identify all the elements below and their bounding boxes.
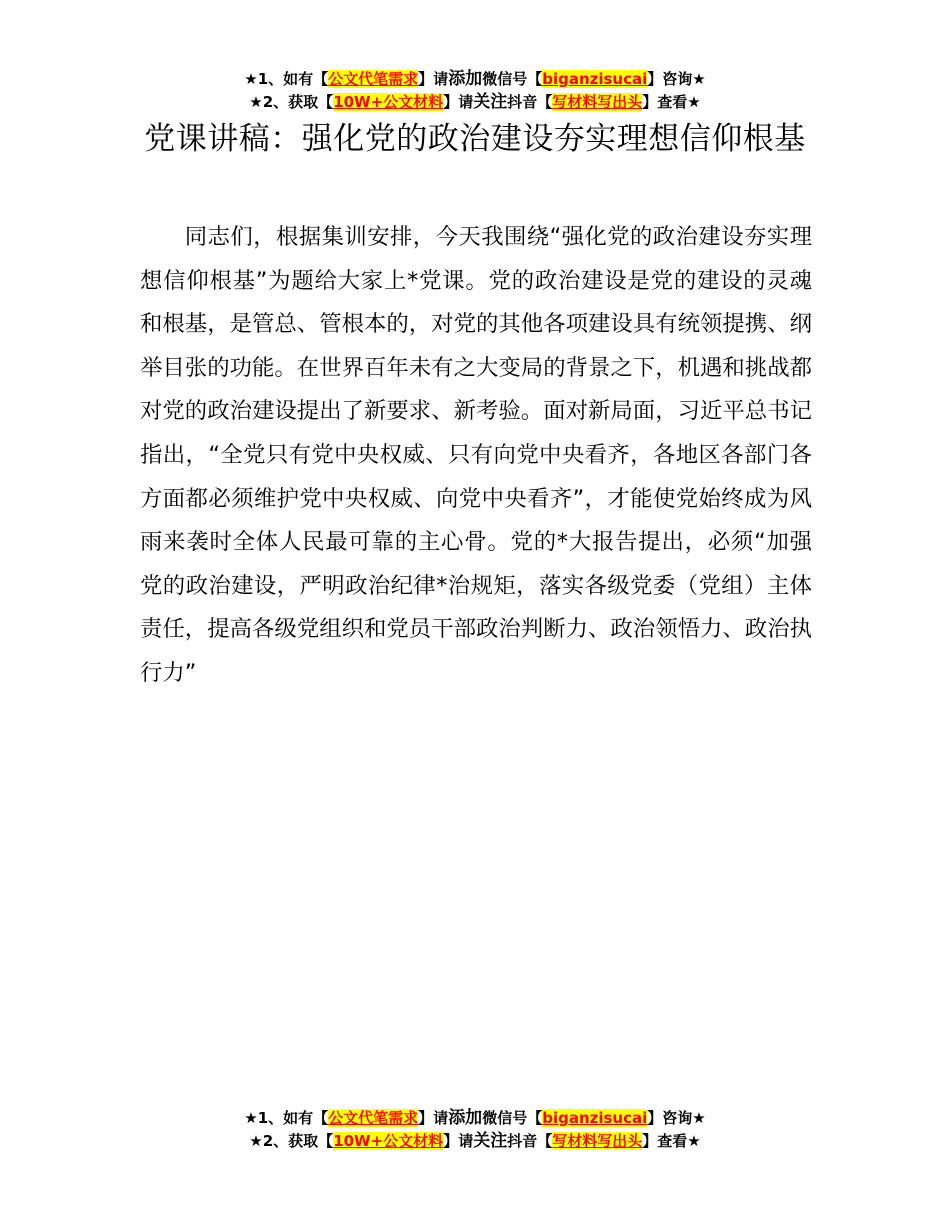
promo-highlight-service: 公文代笔需求 bbox=[328, 1109, 419, 1127]
promo-highlight-wechat-id: biganzisucai bbox=[542, 70, 648, 88]
promo-suffix: 】咨询★ bbox=[647, 70, 706, 88]
document-title: 党课讲稿：强化党的政治建设夯实理想信仰根基 bbox=[144, 121, 806, 157]
promo-prefix: ★2、获取【 bbox=[249, 93, 334, 111]
promo-prefix: ★1、如有【 bbox=[244, 1109, 329, 1127]
footer-promo-line-1 bbox=[0, 1107, 950, 1130]
promo-prefix: ★1、如有【 bbox=[244, 70, 329, 88]
promo-text: 】请 bbox=[443, 1132, 474, 1150]
promo-emphasis: 关注 bbox=[473, 1131, 508, 1151]
footer-promo-line-2 bbox=[0, 1130, 950, 1153]
promo-text: 抖音【 bbox=[507, 1132, 553, 1150]
promo-suffix: 】查看★ bbox=[642, 93, 701, 111]
promo-emphasis: 添加 bbox=[448, 69, 483, 89]
promo-highlight-douyin: 写材料写出头 bbox=[552, 1132, 643, 1150]
promo-highlight-service: 公文代笔需求 bbox=[328, 70, 419, 88]
promo-suffix: 】咨询★ bbox=[647, 1109, 706, 1127]
promo-highlight-materials: 10W+公文材料 bbox=[333, 93, 444, 111]
promo-text: 】请 bbox=[443, 93, 474, 111]
promo-text: 微信号【 bbox=[482, 70, 543, 88]
promo-prefix: ★2、获取【 bbox=[249, 1132, 334, 1150]
promo-suffix: 】查看★ bbox=[642, 1132, 701, 1150]
promo-text: 】请 bbox=[418, 70, 449, 88]
promo-text: 】请 bbox=[418, 1109, 449, 1127]
promo-text: 微信号【 bbox=[482, 1109, 543, 1127]
footer-promo bbox=[0, 1107, 950, 1153]
promo-highlight-materials: 10W+公文材料 bbox=[333, 1132, 444, 1150]
promo-emphasis: 添加 bbox=[448, 1108, 483, 1128]
header-promo bbox=[0, 68, 950, 114]
promo-text: 抖音【 bbox=[507, 93, 553, 111]
promo-emphasis: 关注 bbox=[473, 92, 508, 112]
promo-highlight-douyin: 写材料写出头 bbox=[552, 93, 643, 111]
document-paragraph: 同志们，根据集训安排，今天我围绕“强化党的政治建设夯实理想信仰根基”为题给大家上*党课。党的政治建设是党的建设的灵魂和根基，是管总、管根本的，对党的其他各项建设具有统领提携、纲举目张的功能。在世界百年未有之大变局的背景之下，机遇和挑战都对党的政治建设提出了新要求、新考验。面对新局面，习近平总书记指出，“全党只有党中央权威、只有向党中央看齐，各地区各部门各方面都必须维护党中央权威、向党中央看齐”，才能使党始终成为风雨来袭时全体人民最可靠的主心骨。党的*大报告提出，必须“加强党的政治建设，严明政治纪律*治规矩，落实各级党委（党组）主体责任，提高各级党组织和党员干部政治判断力、政治领悟力、政治执行力” bbox=[140, 224, 812, 686]
promo-highlight-wechat-id: biganzisucai bbox=[542, 1109, 648, 1127]
header-promo-line-2 bbox=[0, 91, 950, 114]
header-promo-line-1 bbox=[0, 68, 950, 91]
